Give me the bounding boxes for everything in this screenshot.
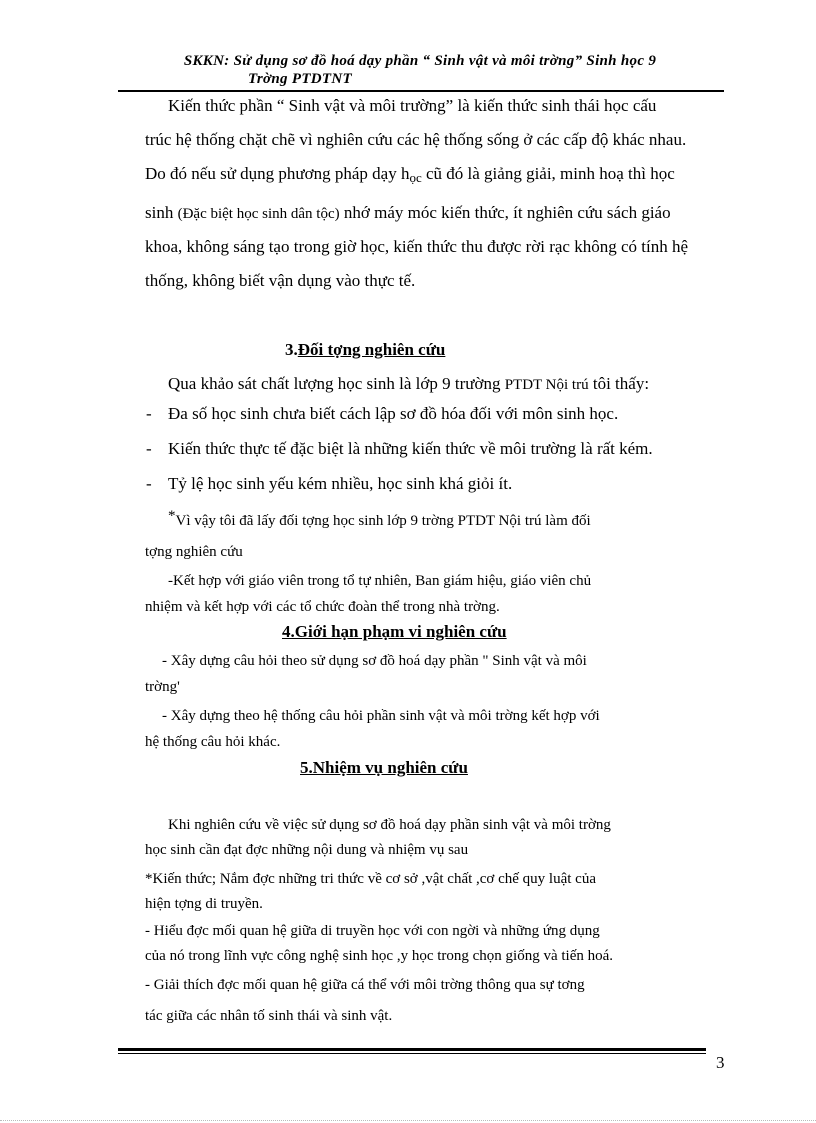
bullet-1-mark: -: [146, 404, 152, 423]
section-5-line-7: - Giải thích đợc mối quan hệ giữa cá thể với môi trờng thông qua sự tơng: [145, 977, 585, 993]
page-edge-divider: [0, 1120, 816, 1121]
section-5-line-6: của nó trong lĩnh vực công nghệ sinh học ,y học trong chọn giống và tiến hoá.: [145, 948, 614, 964]
section-5-heading: 5.Nhiệm vụ nghiên cứu: [300, 758, 468, 777]
section-4-line-2: trờng': [145, 679, 180, 695]
header-line-1: SKKN: Sử dụng sơ đồ hoá dạy phần “ Sinh vật và môi trờng” Sinh học 9: [183, 53, 657, 69]
section-5-line-5: - Hiểu đợc mối quan hệ giữa di truyền học với con ngời và những ứng dụng: [145, 923, 600, 939]
section-5-line-4: hiện tợng di truyền.: [145, 896, 263, 912]
section-3-heading: 3.Đối tợng nghiên cứu: [285, 340, 446, 359]
intro-line-2: trúc hệ thống chặt chẽ vì nghiên cứu các hệ thống sống ở các cấp độ khác nhau.: [145, 130, 687, 149]
bullet-2-mark: -: [146, 439, 152, 458]
section-4-heading: 4.Giới hạn phạm vi nghiên cứu: [282, 622, 507, 641]
footer-rule-thick: [118, 1048, 706, 1051]
bullet-1: Đa số học sinh chưa biết cách lập sơ đồ hóa đối với môn sinh học.: [168, 404, 619, 423]
section-5-line-2: học sinh cần đạt đợc những nội dung và nhiệm vụ sau: [145, 842, 469, 858]
section-5-line-8: tác giữa các nhân tố sinh thái và sinh vật.: [145, 1008, 393, 1024]
running-header: [110, 52, 730, 88]
intro-line-6: thống, không biết vận dụng vào thực tế.: [145, 271, 416, 290]
section-5-line-1: Khi nghiên cứu về việc sử dụng sơ đồ hoá dạy phần sinh vật và môi trờng: [168, 817, 611, 833]
intro-line-3: Do đó nếu sử dụng phương pháp dạy học cũ đó là giảng giải, minh hoạ thì học: [145, 164, 675, 185]
section-4-line-4: hệ thống câu hỏi khác.: [145, 734, 281, 750]
section-4-line-1: - Xây dựng câu hỏi theo sử dụng sơ đồ hoá dạy phần " Sinh vật và môi: [162, 653, 587, 669]
header-rule: [118, 90, 724, 92]
section-3-para-1-line-1: *Vì vậy tôi đã lấy đối tợng học sinh lớp 9 trờng PTDT Nội trú làm đối: [168, 508, 591, 529]
bullet-3: Tỷ lệ học sinh yếu kém nhiều, học sinh khá giỏi ít.: [168, 474, 513, 493]
section-3-lead: Qua khảo sát chất lượng học sinh là lớp 9 trường PTDT Nội trú tôi thấy:: [168, 374, 650, 393]
footer-rule-thin: [118, 1053, 706, 1054]
bullet-3-mark: -: [146, 474, 152, 493]
section-3-para-2-line-1: -Kết hợp với giáo viên trong tổ tự nhiên, Ban giám hiệu, giáo viên chủ: [168, 573, 592, 589]
bullet-2: Kiến thức thực tế đặc biệt là những kiến thức về môi trường là rất kém.: [168, 439, 653, 458]
intro-line-1: Kiến thức phần “ Sinh vật và môi trường” là kiến thức sinh thái học cấu: [168, 96, 657, 115]
header-line-2: Trờng PTDTNT: [247, 71, 352, 87]
page-number: 3: [716, 1053, 725, 1072]
section-3-para-2-line-2: nhiệm và kết hợp với các tổ chức đoàn thể trong nhà trờng.: [145, 599, 500, 615]
section-3-para-1-line-2: tợng nghiên cứu: [145, 544, 243, 560]
intro-line-5: khoa, không sáng tạo trong giờ học, kiến thức thu được rời rạc không có tính hệ: [145, 237, 689, 256]
section-5-line-3: *Kiến thức; Nắm đợc những tri thức về cơ sở ,vật chất ,cơ chế quy luật của: [145, 871, 596, 887]
section-4-line-3: - Xây dựng theo hệ thống câu hỏi phần sinh vật và môi trờng kết hợp với: [162, 708, 600, 724]
intro-line-4: sinh (Đặc biệt học sinh dân tộc) nhớ máy móc kiến thức, ít nghiên cứu sách giáo: [145, 203, 671, 222]
